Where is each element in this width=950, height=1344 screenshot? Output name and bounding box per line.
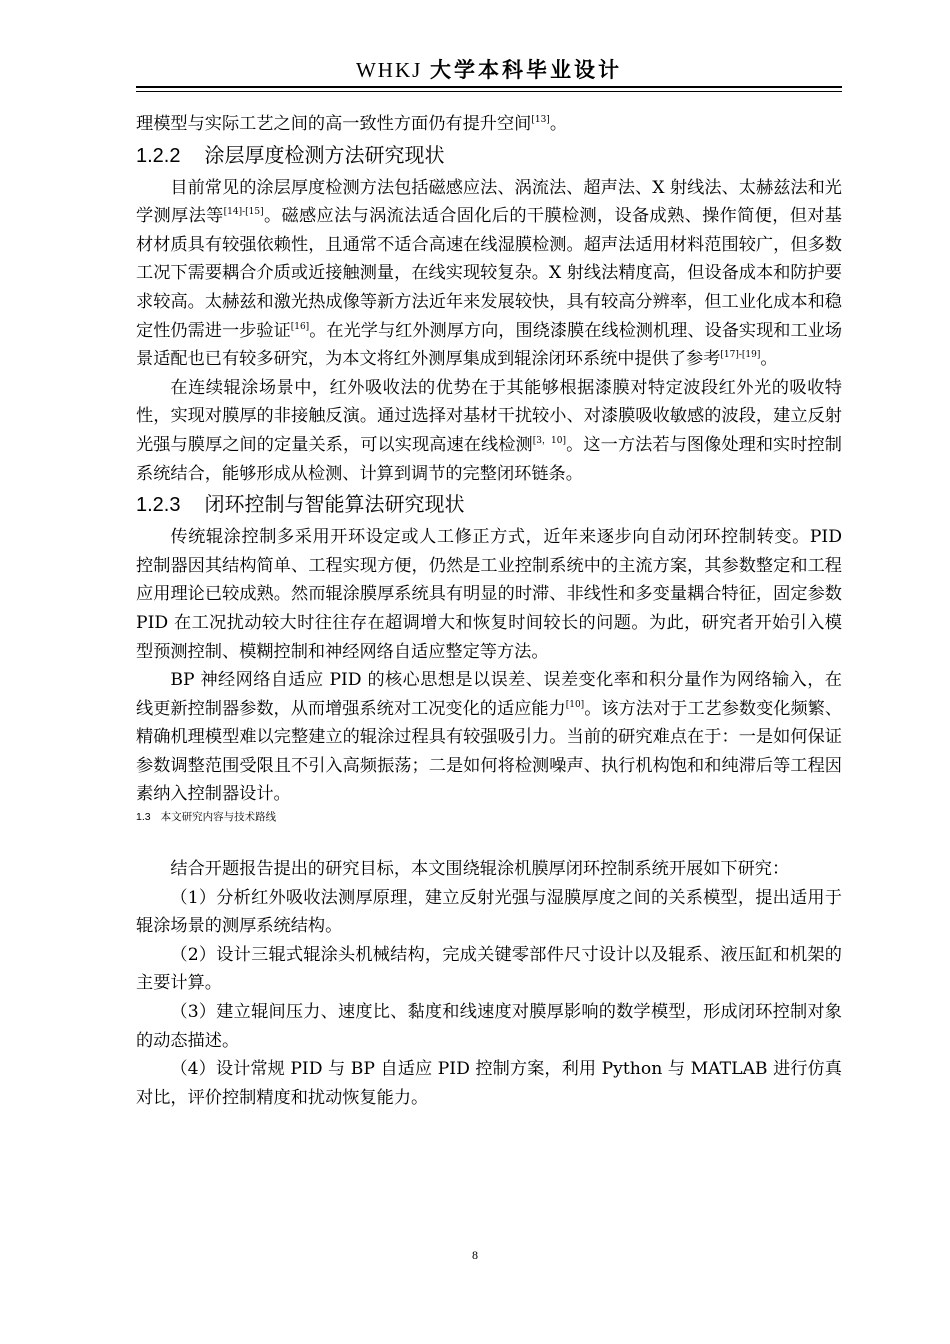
section-title: 涂层厚度检测方法研究现状: [204, 142, 445, 167]
citation: [17]-[19]: [720, 350, 761, 361]
paragraph-continued: 理模型与实际工艺之间的高一致性方面仍有提升空间[13]。: [136, 114, 568, 134]
paragraph-pid-control: 传统辊涂控制多采用开环设定或人工修正方式，近年来逐步向自动闭环控制转变。PID 控制器因其结构简单、工程实现方便，仍然是工业控制系统中的主流方案，其参数整定和工程应用理论已较成熟。然而辊涂膜厚系统具有明显的时滞、非线性和多变量耦合特征，固定参数 PID 在工况扰动较大时往往存在超调增大和恢复时间较长的问题。为此，研究者开始引入模型预测控制、模糊控制和神经网络自适应整定等方法。: [136, 527, 842, 662]
section-number: 1.2.2: [136, 144, 181, 167]
section-number: 1.3: [136, 811, 151, 824]
paragraph-research-intro: 结合开题报告提出的研究目标，本文围绕辊涂机膜厚闭环控制系统开展如下研究：: [170, 859, 790, 880]
section-heading-1-3: [136, 809, 842, 825]
page-body: [136, 110, 842, 1112]
header-title: 大学本科毕业设计: [430, 58, 622, 82]
header-rule-thick: [136, 86, 842, 88]
paragraph-infrared-method: 在连续辊涂场景中，红外吸收法的优势在于其能够根据漆膜对特定波段红外光的吸收特性，实现对膜厚的非接触反演。通过选择对基材干扰较小、对漆膜吸收敏感的波段，建立反射光强与膜厚之间的定量关系，可以实现高速在线检测[3，10]。这一方法若与图像处理和实时控制系统结合，能够形成从检测、计算到调节的完整闭环链条。: [136, 377, 842, 484]
list-item-1: （1）分析红外吸收法测厚原理，建立反射光强与湿膜厚度之间的关系模型，提出适用于辊涂场景的测厚系统结构。: [136, 887, 842, 937]
citation: [3，10]: [532, 435, 567, 446]
citation: [16]: [290, 321, 310, 332]
section-title: 本文研究内容与技术路线: [160, 811, 277, 824]
section-number: 1.2.3: [136, 494, 181, 517]
header-school-code: WHKJ: [355, 58, 423, 82]
citation: [13]: [531, 115, 550, 125]
section-title: 闭环控制与智能算法研究现状: [204, 492, 465, 517]
paragraph-detection-methods: 目前常见的涂层厚度检测方法包括磁感应法、涡流法、超声法、X 射线法、太赫兹法和光学测厚法等[14]-[15]。磁感应法与涡流法适合固化后的干膜检测，设备成熟、操作简便，但对基材材质具有较强依赖性，且通常不适合高速在线湿膜检测。超声法适用材料范围较广，但多数工况下需要耦合介质或近接触测量，在线实现较复杂。X 射线法精度高，但设备成本和防护要求较高。太赫兹和激光热成像等新方法近年来发展较快，具有较高分辨率，但工业化成本和稳定性仍需进一步验证[16]。在光学与红外测厚方向，围绕漆膜在线检测机理、设备实现和工业场景适配也已有较多研究，为本文将红外测厚集成到辊涂闭环系统中提供了参考[17]-[19]。: [136, 177, 843, 370]
paragraph-bp-neural-pid: BP 神经网络自适应 PID 的核心思想是以误差、误差变化率和积分量作为网络输入，在线更新控制器参数，从而增强系统对工况变化的适应能力[10]。该方法对于工艺参数变化频繁、精确机理模型难以完整建立的辊涂过程具有较强吸引力。当前的研究难点在于：一是如何保证参数调整范围受限且不引入高频振荡；二是如何将检测噪声、执行机构饱和和纯滞后等工程因素纳入控制器设计。: [136, 670, 843, 805]
list-item-4: （4）设计常规 PID 与 BP 自适应 PID 控制方案，利用 Python 与 MATLAB 进行仿真对比，评价控制精度和扰动恢复能力。: [136, 1059, 842, 1108]
citation: [10]: [565, 699, 585, 710]
page-header: [136, 54, 842, 84]
page-number: 8: [472, 1248, 478, 1262]
list-item-3: （3）建立辊间压力、速度比、黏度和线速度对膜厚影响的数学模型，形成闭环控制对象的动态描述。: [136, 1002, 842, 1051]
list-item-2: （2）设计三辊式辊涂头机械结构，完成关键零部件尺寸设计以及辊系、液压缸和机架的主要计算。: [136, 944, 842, 994]
header-rule-thin: [136, 91, 842, 92]
section-heading-1-2-3: [136, 490, 842, 519]
citation: [14]-[15]: [223, 207, 264, 218]
section-heading-1-2-2: [136, 141, 842, 170]
